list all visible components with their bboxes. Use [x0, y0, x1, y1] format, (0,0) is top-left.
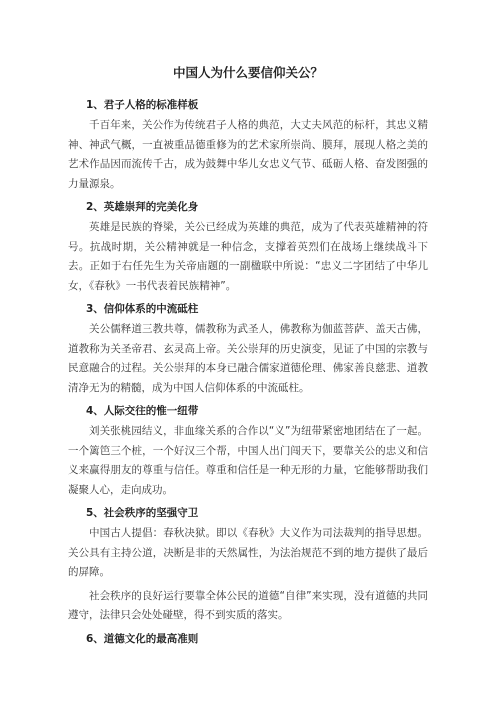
section-4	[68, 402, 428, 500]
section-paragraph: 千百年来，关公作为传统君子人格的典范，大丈夫风范的标杆，其忠义精神、神武气概，一直被重品德重修为的艺术家所崇尚、膜拜，展现人格之美的艺术作品因而流传千古，成为鼓舞中华儿女忠义气节、砥砺人格、奋发图强的力量源泉。	[68, 119, 428, 190]
section-2	[68, 198, 428, 296]
section-heading: 2、英雄崇拜的完美化身	[86, 201, 199, 213]
section-heading: 5、社会秩序的坚强守卫	[86, 507, 199, 519]
section-heading: 3、信仰体系的中流砥柱	[86, 303, 199, 315]
section-paragraph: 社会秩序的良好运行要靠全体公民的道德“自律”来实现，没有道德的共同遵守，法律只会处处碰壁，得不到实质的落实。	[68, 589, 428, 621]
section-5	[68, 504, 428, 626]
section-1	[68, 96, 428, 194]
document-body	[68, 96, 428, 650]
section-paragraph: 刘关张桃园结义，非血缘关系的合作以“义”为纽带紧密地团结在了一起。一个篱笆三个桩，一个好汉三个帮，中国人出门闯天下，要靠关公的忠义和信义来赢得朋友的尊重与信任。尊重和信任是一种无形的力量，它能够帮助我们凝聚人心，走向成功。	[68, 425, 428, 496]
section-heading: 4、人际交往的惟一纽带	[86, 405, 199, 417]
document-title: 中国人为什么要信仰关公？	[172, 65, 323, 80]
section-paragraph: 关公儒释道三教共尊，儒教称为武圣人，佛教称为伽蓝菩萨、盖天古佛，道教称为关圣帝君、玄灵高上帝。关公崇拜的历史演变，见证了中国的宗教与民意融合的过程。关公崇拜的本身已融合儒家道德伦理、佛家善良慈悲、道教清净无为的精髓，成为中国人信仰体系的中流砥柱。	[68, 323, 428, 394]
section-heading: 6、道德文化的最高准则	[86, 632, 199, 645]
section-heading: 1、君子人格的标准样板	[86, 99, 199, 111]
section-paragraph: 英雄是民族的脊梁，关公已经成为英雄的典范，成为了代表英雄精神的符号。抗战时期，关公精神就是一种信念，支撑着英烈们在战场上继续战斗下去。正如于右任先生为关帝庙题的一副楹联中所说：“忠义二字团结了中华儿女，《春秋》一书代表着民族精神”。	[68, 221, 428, 292]
section-6	[68, 630, 428, 648]
section-3	[68, 300, 428, 398]
section-paragraph: 中国古人提倡：春秋决狱。即以《春秋》大义作为司法裁判的指导思想。关公具有主持公道，决断是非的天然属性，为法治规范不到的地方提供了最后的屏障。	[68, 527, 428, 578]
